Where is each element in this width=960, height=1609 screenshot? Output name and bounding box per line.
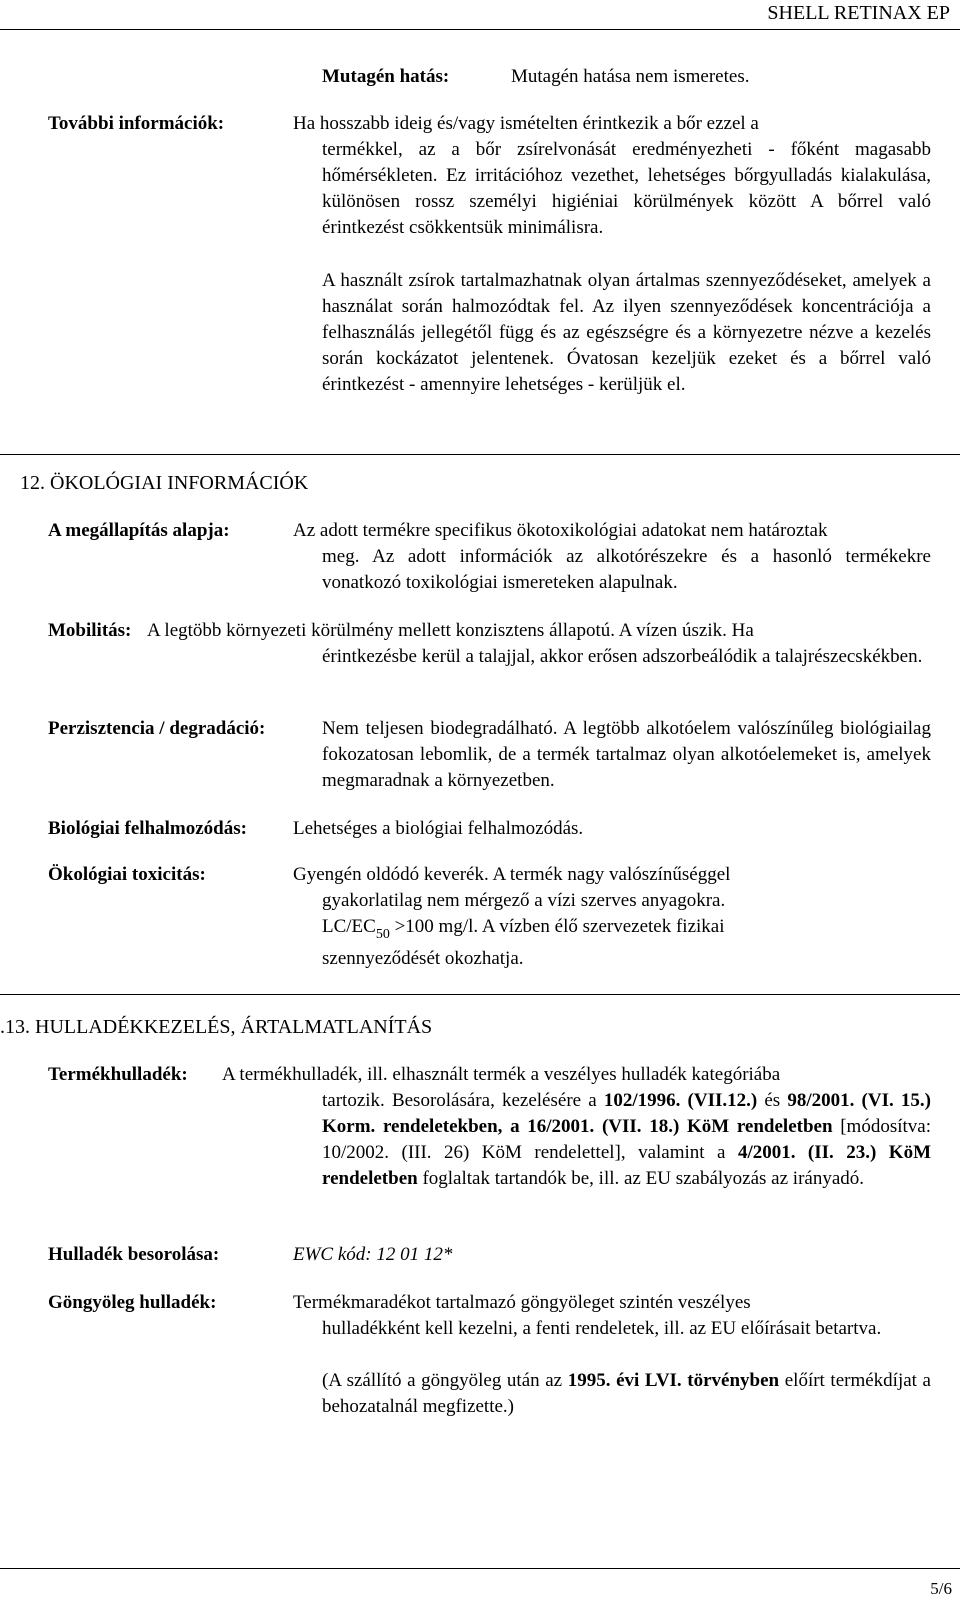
text-run: előírt termékdíjat a behozatalnál megfizette.) <box>322 1370 931 1417</box>
further-info-paragraph-1: termékkel, az a bőr zsírelvonását eredményezheti - főként magasabb hőmérsékleten. Ez irritációhoz vezethet, lehetséges bőrgyulladás kialakulása, különösen rossz személyi higiéniai körülmények között A bőrrel való érintkezést csökkentsük minimálisra. <box>322 139 931 238</box>
persistence-label: Perzisztencia / degradáció: <box>48 718 266 739</box>
further-info-label: További információk: <box>48 113 225 134</box>
regulation-ref: 4/2001. (II. 23.) KöM rendeletben <box>322 1142 932 1189</box>
lc-prefix: LC/EC <box>322 916 376 937</box>
mobility-label: Mobilitás: <box>48 620 132 641</box>
packaging-waste-label: Göngyöleg hulladék: <box>48 1292 217 1313</box>
law-ref: 1995. évi LVI. törvényben <box>567 1370 780 1391</box>
ecotox-label: Ökológiai toxicitás: <box>48 864 206 885</box>
ecotox-lc-line <box>322 914 931 942</box>
lc-rest: >100 mg/l. A vízben élő szervezetek fizikai <box>389 916 725 937</box>
document-header-title: SHELL RETINAX EP <box>767 2 950 24</box>
packaging-note <box>322 1368 931 1420</box>
ewc-code: EWC kód: 12 01 12* <box>293 1244 453 1265</box>
persistence-text: Nem teljesen biodegradálható. A legtöbb alkotóelem valószínűleg biológiailag fokozatosan lebomlik, de a termék tartalmaz olyan alkotóelemeket is, amelyek megmaradnak a környezetben. <box>322 718 931 791</box>
waste-classification-label: Hulladék besorolása: <box>48 1244 220 1265</box>
mobility-first-line: A legtöbb környezeti körülmény mellett konzisztens állapotú. A vízen úszik. Ha <box>147 620 754 641</box>
basis-label: A megállapítás alapja: <box>48 520 230 541</box>
section-12-title: 12. ÖKOLÓGIAI INFORMÁCIÓK <box>20 472 309 494</box>
ecotox-first-line: Gyengén oldódó keverék. A termék nagy valószínűséggel <box>293 864 731 885</box>
packaging-first-line: Termékmaradékot tartalmazó göngyöleget szintén veszélyes <box>293 1292 751 1313</box>
footer-divider <box>0 1568 960 1569</box>
product-waste-first-line: A termékhulladék, ill. elhasznált termék a veszélyes hulladék kategóriába <box>222 1064 781 1085</box>
further-info-first-line: Ha hosszabb ideig és/vagy ismételten érintkezik a bőr ezzel a <box>293 113 759 134</box>
text-run: és <box>757 1090 788 1111</box>
regulation-ref: 98/2001. (VI. 15.) Korm. rendeletekben, a 16/2001. (VII. 18.) KöM rendeletben <box>322 1090 931 1137</box>
section-divider <box>0 454 960 455</box>
product-waste-label: Termékhulladék: <box>48 1064 188 1085</box>
packaging-text: hulladékként kell kezelni, a fenti rendeletek, ill. az EU előírásait betartva. <box>322 1318 882 1339</box>
section-divider <box>0 994 960 995</box>
ecotox-line-2: gyakorlatilag nem mérgező a vízi szerves anyagokra. <box>322 890 726 911</box>
section-13-title: .13. HULLADÉKKEZELÉS, ÁRTALMATLANÍTÁS <box>0 1016 433 1038</box>
text-run: foglaltak tartandók be, ill. az EU szabályozás az irányadó. <box>417 1168 865 1189</box>
ecotox-line-4: szennyeződését okozhatja. <box>322 948 524 969</box>
bioaccumulation-label: Biológiai felhalmozódás: <box>48 818 247 839</box>
text-run: (A szállító a göngyöleg után az <box>322 1370 568 1391</box>
product-waste-text <box>322 1088 931 1192</box>
mobility-text: érintkezésbe kerül a talajjal, akkor erősen adszorbeálódik a talajrészecskékben. <box>322 646 923 667</box>
basis-first-line: Az adott termékre specifikus ökotoxikológiai adatokat nem határoztak <box>293 520 828 541</box>
basis-text: meg. Az adott információk az alkotórészekre és a hasonló termékekre vonatkozó toxikológiai ismereteken alapulnak. <box>322 546 931 593</box>
further-info-paragraph-2: A használt zsírok tartalmazhatnak olyan ártalmas szennyeződéseket, amelyek a használat során halmozódtak fel. Az ilyen szennyeződések koncentrációja a felhasználás jellegétől függ és az egészségre és a környezetre nézve a kezelés során kockázatot jelentenek. Óvatosan kezeljük ezeket és a bőrrel való érintkezést - amennyire lehetséges - kerüljük el. <box>322 270 931 395</box>
text-run: [módosítva: 10/2002. (III. 26) KöM rendelettel], valamint a <box>322 1116 931 1163</box>
page-number: 5/6 <box>930 1579 952 1598</box>
mutagen-text: Mutagén hatása nem ismeretes. <box>511 66 750 87</box>
mutagen-label: Mutagén hatás: <box>322 66 450 87</box>
text-run: tartozik. Besorolására, kezelésére a <box>322 1090 604 1111</box>
lc-subscript: 50 <box>375 927 390 942</box>
header-divider <box>0 29 960 30</box>
regulation-ref: 102/1996. (VII.12.) <box>603 1090 758 1111</box>
bioaccumulation-text: Lehetséges a biológiai felhalmozódás. <box>293 818 584 839</box>
